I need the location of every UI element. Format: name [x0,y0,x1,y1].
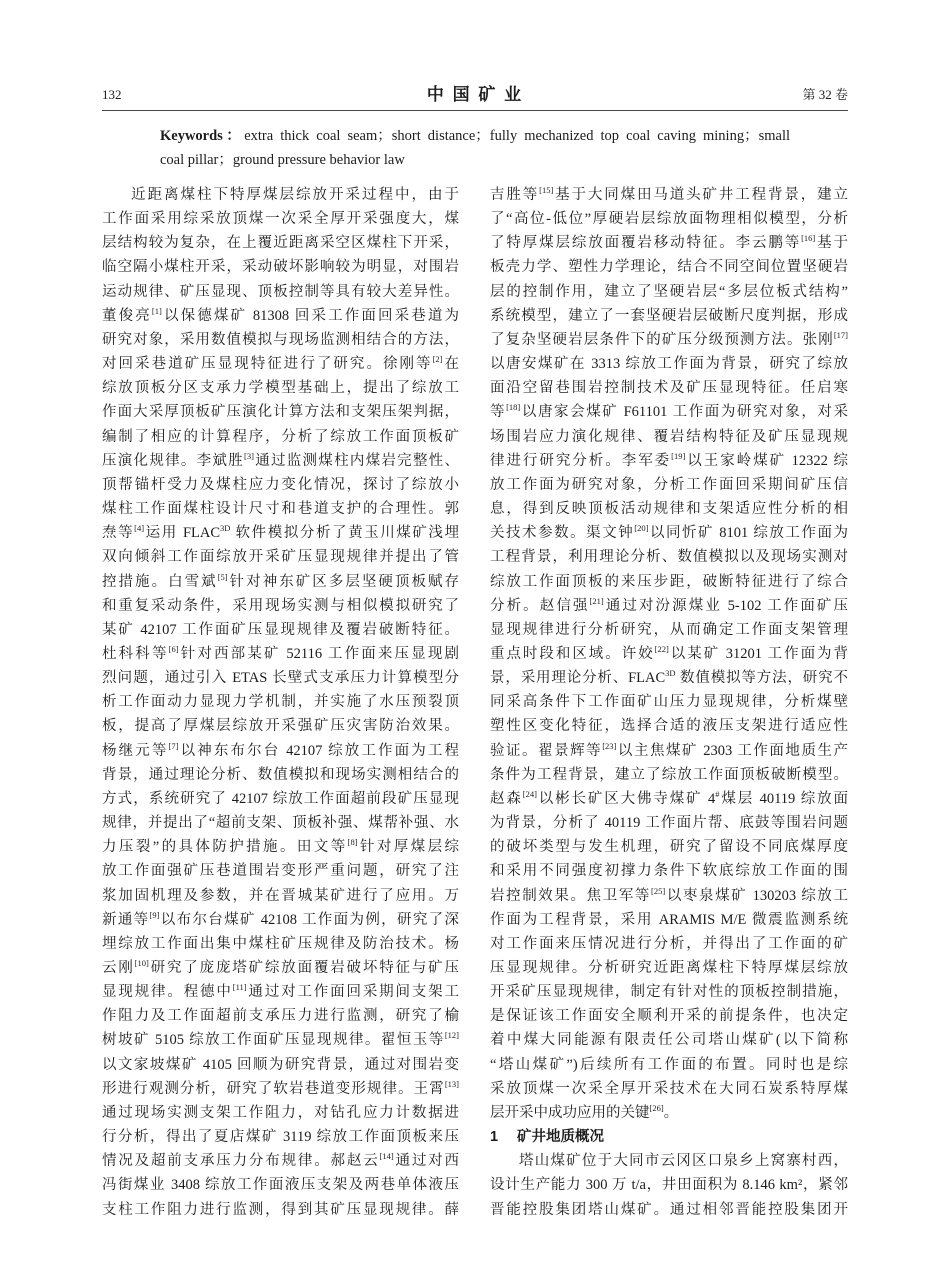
body-text-line: 云刚[10]研究了庞庞塔矿综放面覆岩破坏特征与矿压 [102,958,460,976]
body-text-line: 律进行研究分析。李军委[19]以王家岭煤矿 12322 综 [490,450,849,469]
body-text-line: 方式，系统研究了 42107 综放工作面超前段矿压显现 [102,790,459,807]
body-text-line: 板壳力学、塑性力学理论，结合不同空间位置坚硬岩 [490,259,848,276]
superscript-mark: [5] [217,571,228,582]
body-text-line: 层结构较为复杂，在上覆近距离采空区煤柱下开采， [102,235,459,252]
body-text-line: 埋综放工作面出集中煤柱矿压规律及防治技术。杨 [102,935,459,952]
body-text-line: 重点时段和区域。许姣[22]以某矿 31201 工作面为背 [490,643,849,662]
body-text-line: 情况及超前支承压力分布规律。郝赵云[14]通过对西 [102,1151,460,1170]
body-text-line: 为背景，分析了 40119 工作面片帮、底鼓等围岩问题 [490,815,848,832]
body-text-line: 背景，通过理论分析、数值模拟和现场实测相结合的 [102,766,459,783]
section-heading [490,1125,848,1149]
superscript-mark: [14] [379,1151,394,1162]
superscript-mark: [18] [506,402,521,413]
body-text-line: 岩控制效果。焦卫军等[25]以枣泉煤矿 130203 综放工 [490,885,849,904]
intro-paragraph-continued [490,183,848,1125]
body-text-line: 条件为工程背景，建立了综放工作面顶板破断模型。 [490,766,848,783]
body-text-line: 运动规律、矿压显现、顶板控制等具有较大差异性。 [102,283,459,300]
body-text-line: 压演化规律。李斌胜[3]通过监测煤柱内煤岩完整性、 [102,450,460,469]
header-rule [102,110,848,111]
body-text-line: 浆加固机理及参数，并在晋城某矿进行了应用。万 [102,887,459,904]
keywords-text: coal pillar；ground pressure behavior law [160,152,405,168]
body-text-line: 某矿 42107 工作面矿压显现规律及覆岩破断特征。 [102,621,459,638]
superscript-mark: [26] [649,1102,664,1113]
body-text-line: 晋能控股集团塔山煤矿。通过相邻晋能控股集团开 [490,1201,848,1218]
superscript-mark: [16] [801,233,816,244]
body-text-line: 以文家坡煤矿 4105 回顺为研究背景，通过对围岩变 [102,1056,459,1073]
body-text-line: 以唐安煤矿在 3313 综放工作面为背景，研究了综放 [490,356,848,373]
body-text-line: 等[18]以唐家会煤矿 F61101 工作面为研究对象，对采 [490,402,848,421]
body-text-line: 层的控制作用，建立了坚硬岩层“多层位板式结构” [490,283,848,300]
body-text-line: 近距离煤柱下特厚煤层综放开采过程中，由于 [131,187,459,203]
body-text-line: 煤柱工作面煤柱设计尺寸和巷道支护的合理性。郭 [102,501,459,518]
body-text-line: 作面大采厚顶板矿压演化计算方法和支架压架判据， [102,404,459,421]
body-text-line: 板，提高了厚煤层综放开采强矿压灾害防治效果。 [102,718,459,735]
superscript-mark: [25] [651,885,666,896]
body-text-line: 放工作面为研究对象，分析工作面回采期间矿压信 [490,476,848,493]
body-text-line: 层开采中成功应用的关键[26]。 [490,1102,679,1121]
superscript-mark: 3D [220,523,231,534]
superscript-mark: [24] [522,788,537,799]
body-text-line: 同采高条件下工作面矿山压力显现规律，分析煤壁 [490,694,848,711]
keywords-text: extra thick coal seam；short distance；fully mechanized top coal caving mining；small [244,128,790,144]
body-text-line: 分析。赵信强[21]通过对汾源煤业 5-102 工作面矿压 [490,595,849,614]
superscript-mark: [13] [444,1078,459,1089]
body-text-line: 景，采用理论分析、FLAC$^{3D}$ 数值模拟等方法，研究不 [490,668,848,687]
body-text-line: 树坡矿 5105 综放工作面矿压显现规律。翟恒玉等[12] [102,1030,459,1049]
body-text-line: 验证。翟景辉等[23]以主焦煤矿 2303 工作面地质生产 [490,740,849,759]
right-column [490,183,848,1222]
body-text-line: 息，得到反映顶板活动规律和支架适应性分析的相 [490,501,848,518]
body-text-line: 系统模型，建立了一套坚硬岩层破断尺度判据，形成 [490,307,848,324]
intro-paragraph [102,183,459,1222]
body-text-line: 和采用不同强度初撑力条件下软底综放工作面的围 [490,863,848,880]
superscript-mark: [3] [244,450,254,461]
superscript-mark: # [715,788,720,799]
body-text-line: 研究对象，采用数值模拟与现场监测相结合的方法， [102,331,459,348]
superscript-mark: [1] [151,305,162,316]
body-text-line: 赵森[24]以彬长矿区大佛寺煤矿 4#煤层 40119 综放面 [490,788,849,807]
body-text-line: 和重复采动条件，采用现场实测与相似模拟研究了 [102,597,459,614]
body-text-line: 形进行观测分析，研究了软岩巷道变形规律。王霄[13] [102,1078,459,1097]
superscript-mark: [17] [833,329,848,340]
body-text-line: 杨继元等[7]以神东布尔台 42107 综放工作面为工程 [102,740,459,759]
body-text-line: 冯街煤业 3408 综放工作面液压支架及两巷单体液压 [102,1177,459,1194]
superscript-mark: [7] [168,740,179,751]
keywords-line [160,124,790,148]
body-text-line: 关技术参数。渠文钟[20]以同忻矿 8101 综放工作面为 [490,523,849,542]
body-text-line: 作面为工程背景，采用 ARAMIS M/E 微震监测系统 [490,911,848,928]
superscript-mark: [10] [134,958,149,968]
body-text-line: 焘等[4]运用 FLAC$^{3D}$ 软件模拟分析了黄玉川煤矿浅埋 [102,523,459,542]
body-text-line: 作阻力及工作面超前支承压力进行监测，研究了榆 [102,1008,459,1025]
body-text-line: 对工作面来压情况进行分析，并得出了工作面的矿 [490,935,848,952]
superscript-mark: [4] [134,523,145,534]
section-number: 1 [490,1129,499,1146]
keywords-block [160,124,790,172]
body-text-line: 临空隔小煤柱开采，采动破坏影响较为明显，对围岩 [102,259,459,276]
page-number: 132 [102,87,122,102]
superscript-mark: [19] [671,450,686,461]
superscript-mark: [23] [602,740,617,751]
body-text-line: 场围岩应力演化规律、覆岩结构特征及矿压显现规 [490,428,848,445]
body-text-line: 的破坏类型与发生机理，研究了留设不同底煤厚度 [490,839,848,856]
body-text-line: 面沿空留巷围岩控制技术及矿压显现特征。任启寒 [490,380,848,397]
body-text-line: 吉胜等[15]基于大同煤田马道头矿井工程背景，建立 [490,185,849,203]
body-text-line: 着中煤大同能源有限责任公司塔山煤矿(以下简称 [490,1032,848,1049]
body-text-line: 力压裂”的具体防护措施。田文等[8]针对厚煤层综 [102,837,459,856]
body-text-line: 行分析，得出了夏店煤矿 3119 综放工作面顶板来压 [102,1129,459,1146]
body-text-line: 了特厚煤层综放面覆岩移动特征。李云鹏等[16]基于 [490,233,849,252]
body-text-line: 杜科科等[6]针对西部某矿 52116 工作面来压显现剧 [102,643,459,662]
superscript-mark: [11] [232,982,247,993]
body-text-line: 顶帮锚杆受力及煤柱应力变化情况，探讨了综放小 [102,476,459,493]
body-text-line: 工程背景，利用理论分析、数值模拟以及现场实测对 [490,549,848,566]
left-column [102,183,459,1222]
superscript-mark: [9] [149,909,160,920]
superscript-mark: [2] [432,354,443,365]
section-title: 矿井地质概况 [517,1129,604,1146]
volume-label: 第 32 卷 [802,87,848,102]
body-text-line: 双向倾斜工作面综放开采矿压显现规律并提出了管 [102,549,459,566]
superscript-mark: [12] [444,1030,459,1041]
superscript-mark: [20] [634,523,649,534]
body-text-line: 工作面采用综采放顶煤一次采全厚开采强度大，煤 [102,211,459,228]
superscript-mark: [21] [589,595,604,606]
superscript-mark: 3D [665,668,676,679]
body-text-line: 采放顶煤一次采全厚开采技术在大同石炭系特厚煤 [490,1080,848,1097]
superscript-mark: [15] [539,185,554,195]
body-text-line: 规律，并提出了“超前支架、顶板补强、煤帮补强、水 [102,815,459,832]
body-text-line: 董俊亮[1]以保德煤矿 81308 回采工作面回采巷道为 [102,305,460,324]
body-text-line: 塑性区变化特征，选择合适的液压支架进行适应性 [490,718,848,735]
body-text-line: 塔山煤矿位于大同市云冈区口泉乡上窝寨村西， [519,1153,848,1170]
keywords-line [160,148,790,172]
superscript-mark: [8] [347,837,358,848]
body-text-line: 综放工作面顶板的来压步距，破断特征进行了综合 [490,573,848,590]
body-text-line: 了“高位-低位”厚硬岩层综放面物理相似模型，分析 [490,211,848,228]
body-text-line: 对回采巷道矿压显现特征进行了研究。徐刚等[2]在 [102,354,460,373]
body-text-line: 通过现场实测支架工作阻力，对钻孔应力计数据进 [102,1104,459,1121]
body-text-line: 编制了相应的计算程序，分析了综放工作面顶板矿 [102,428,459,445]
superscript-mark: [22] [654,643,669,654]
body-text-line: 显现规律。程德中[11]通过对工作面回采期间支架工 [102,982,460,1001]
body-text-line: 新通等[9]以布尔台煤矿 42108 工作面为例，研究了深 [102,909,460,928]
superscript-mark: [6] [168,643,179,654]
body-text-line: 设计生产能力 300 万 t/a，井田面积为 8.146 km²，紧邻 [490,1177,848,1194]
body-text-line: 综放顶板分区支承力学模型基础上，提出了综放工 [102,380,459,397]
body-text-line: 压显现规律。分析研究近距离煤柱下特厚煤层综放 [490,960,848,976]
body-text-line: 开采矿压显现规律，制定有针对性的顶板控制措施， [490,984,848,1001]
body-text-line: 是保证该工作面安全顺利开采的前提条件，也决定 [490,1008,848,1025]
journal-title: 中 国 矿 业 [426,85,524,104]
keywords-label: Keywords： [160,128,245,144]
body-text-line: 放工作面强矿压巷道围岩变形严重问题，研究了注 [102,863,459,880]
body-text-line: 控措施。白雪斌[5]针对神东矿区多层坚硬顶板赋存 [102,571,460,590]
geology-paragraph [490,1149,848,1221]
body-text-line: 显现规律进行分析研究，从而确定工作面支架管理 [490,621,848,638]
body-text-line: “塔山煤矿”)后续所有工作面的布置。同时也是综 [490,1056,848,1073]
body-text-line: 了复杂坚硬岩层条件下的矿压分级预测方法。张刚[17] [490,329,848,348]
body-text-line: 支柱工作阻力进行监测，得到其矿压显现规律。薛 [102,1201,459,1218]
body-text-line: 烈问题，通过引入 ETAS 长壁式支承压力计算模型分 [102,670,459,687]
body-text-line: 析工作面动力显现力学机制，并实施了水压预裂顶 [102,694,459,711]
